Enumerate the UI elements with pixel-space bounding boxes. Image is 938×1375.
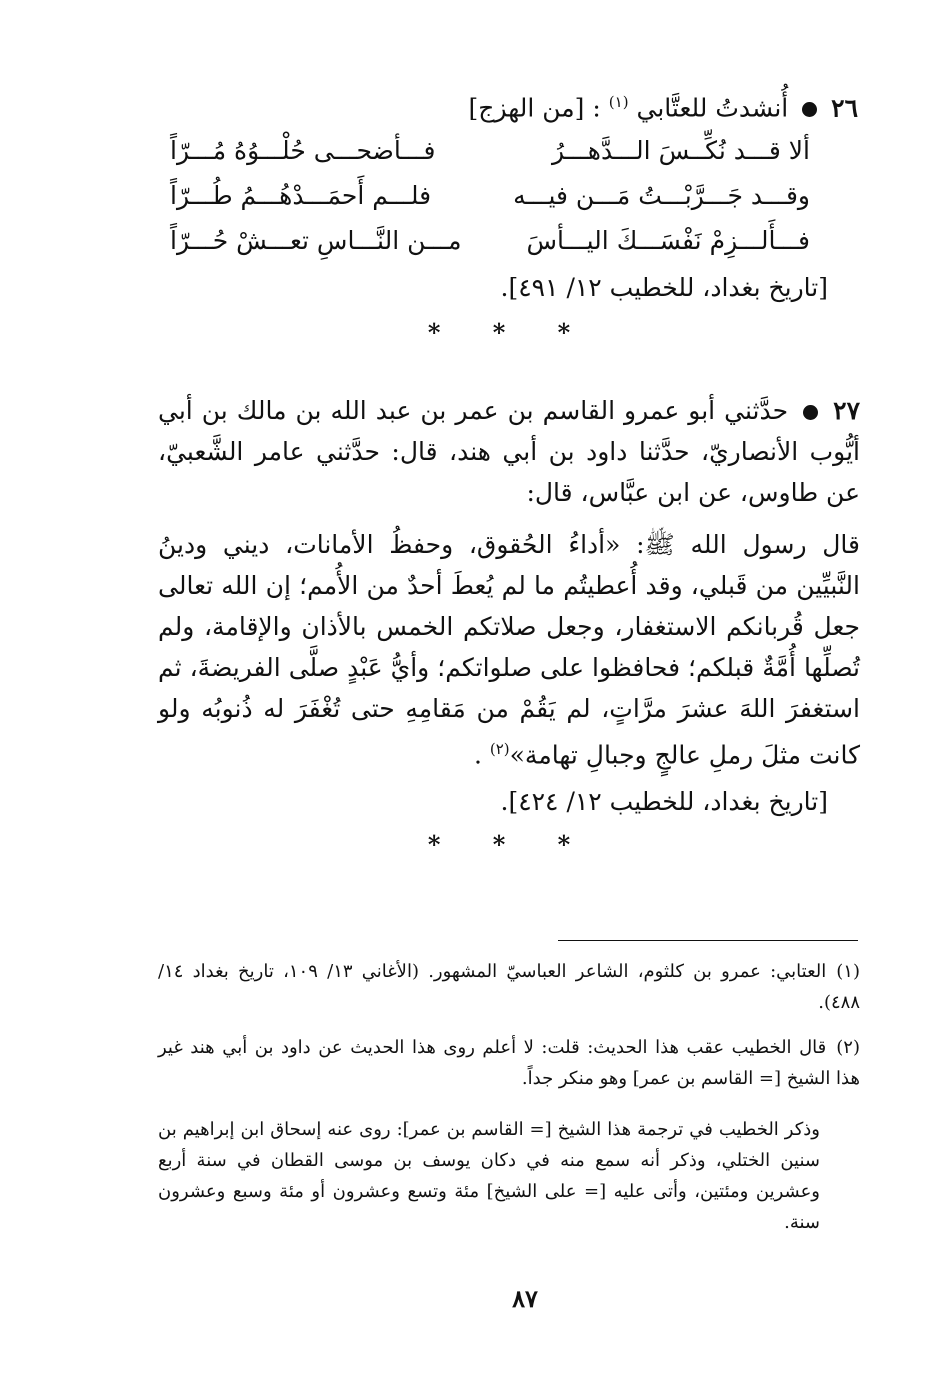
hadith-text-block (158, 524, 860, 775)
entry-number: ٢٦ (831, 93, 858, 123)
verse-line (170, 218, 810, 263)
entry-number: ٢٧ (833, 396, 860, 425)
footnote-ref: (٢) (489, 740, 510, 758)
verse-line (170, 173, 810, 218)
footnote-ref: (١) (608, 93, 629, 111)
verse-second-hemistich: فلـــم أَحمَـــدْهُـــمُ طُـــرّاً (170, 181, 432, 210)
verse-first-hemistich: وقـــد جَـــرَّبْـــتُ مَـــن فيـــه (513, 181, 810, 210)
hadith-text: قال رسول الله ﷺ: «أداءُ الحُقوق، وحفظُ الأمانات، ديني ودينُ النَّبيِّين من قَبلي، وقد أُعطيتُم ما لم يُعطَ أحدٌ من الأُمم؛ إن الله تعالى جعل قُربانكم الاستغفار، وجعل صلاتكم الخمس بالأذان والإقامة، ولم تُصلِّها أُمَّةٌ قبلكم؛ فحافظوا على صلواتكم؛ وأيُّ عَبْدٍ صلَّى الفريضةَ، ثم استغفرَ اللهَ عشرَ مرَّاتٍ، لم يَقُمْ من مَقامِهِ حتى تُغْفَرَ له ذُنوبُه ولو كانت مثلَ رملِ عالجٍ وجبالِ تهامة» (158, 530, 860, 770)
isnad-text: حدَّثني أبو عمرو القاسم بن عمر بن عبد الله بن مالك بن أبي أيُّوب الأنصاريّ، حدَّثنا داود بن أبي هند، قال: حدَّثني عامر الشَّعبيّ، عن طاوس، عن ابن عبَّاس، قال: (158, 396, 860, 507)
verse-first-hemistich: ألا قـــد نُكِّــسَ الـــدَّهـــرُ (552, 136, 810, 165)
footnote-divider (558, 940, 858, 941)
footnote-number: (١) (836, 961, 860, 982)
verse-first-hemistich: فـــأَلـــزِمْ نَفْسَـــكَ اليـــأسَ (526, 226, 810, 255)
footnote-1 (158, 956, 860, 1018)
footnote-2 (158, 1032, 860, 1094)
verse-second-hemistich: فـــأضحـــى حُلْـــوُهُ مُـــرّاً (170, 136, 436, 165)
entry-26-heading (469, 82, 858, 128)
section-separator: * * * (427, 318, 593, 347)
footnote-text: قال الخطيب عقب هذا الحديث: قلت: لا أعلم روى هذا الحديث عن داود بن أبي هند غير هذا الشيخ [= القاسم بن عمر] وهو منكر جداً. (158, 1037, 860, 1089)
entry-intro: أُنشدتُ للعتَّابي (636, 93, 789, 123)
hadith-end: . (473, 740, 482, 770)
poem-verses (170, 128, 810, 263)
page-number: ٨٧ (512, 1284, 538, 1313)
footnote-2-continuation: وذكر الخطيب في ترجمة هذا الشيخ [= القاسم بن عمر]: روى عنه إسحاق ابن إبراهيم بن سنين الختلي، وذكر أنه سمع منه في دكان يوسف بن موسى القطان في سنة أربع وعشرين ومئتين، وأتى عليه [= على الشيخ] مئة وتسع وعشرون أو مئة وسبع وعشرون سنة. (158, 1119, 820, 1233)
entry-27-isnad (158, 390, 860, 513)
footnote-text: العتابي: عمرو بن كلثوم، الشاعر العباسيّ المشهور. (الأغاني ١٣/ ١٠٩، تاريخ بغداد ١٤/ ٤٨٨). (158, 961, 860, 1013)
entry-26-source: [تاريخ بغداد، للخطيب ١٢/ ٤٩١]. (500, 273, 828, 302)
section-separator: * * * (427, 830, 593, 859)
verse-second-hemistich: مـــن النَّـــاسِ تعـــشْ حُـــرّاً (170, 226, 462, 255)
entry-27-source: [تاريخ بغداد، للخطيب ١٢/ ٤٢٤]. (500, 787, 828, 816)
poem-meter: : [من الهزج] (468, 93, 601, 123)
verse-line (170, 128, 810, 173)
bullet-dot-icon (802, 102, 817, 117)
bullet-dot-icon (803, 405, 818, 420)
footnote-number: (٢) (836, 1037, 860, 1058)
